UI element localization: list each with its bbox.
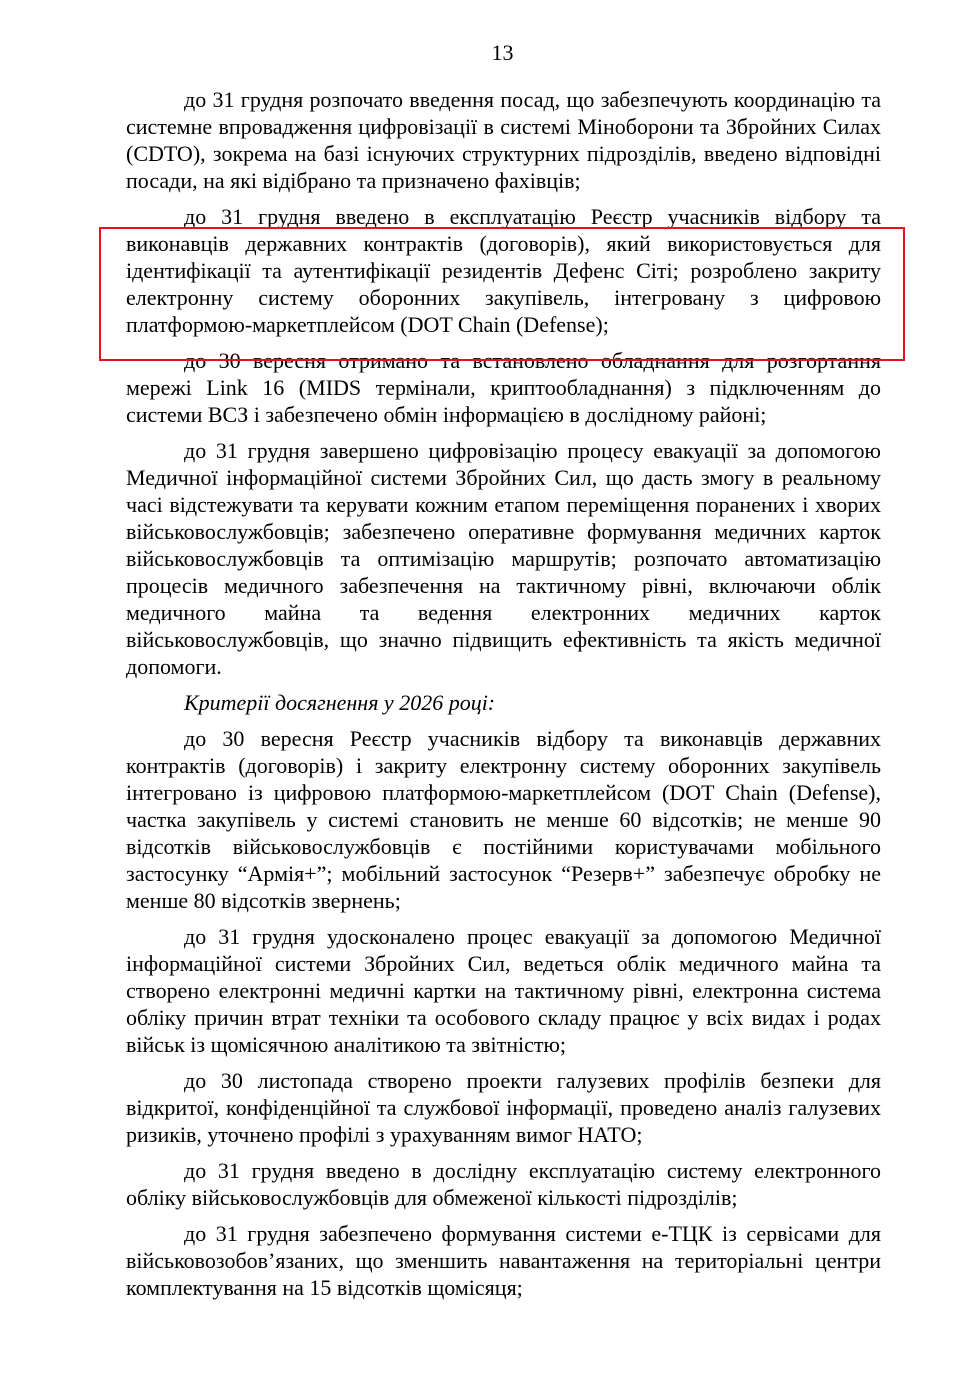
paragraph-personnel-accounting: до 31 грудня введено в дослідну експлуатацію систему електронного обліку військовослужбовців для обмеженої кількості підрозділів; [126,1158,881,1210]
paragraph-medical-improvement: до 31 грудня удосконалено процес евакуації за допомогою Медичної інформаційної системи Збройних Сил, ведеться облік медичного майна та створено електронні медичні картки на тактичному рівні, електронна система обліку причин втрат техніки та особового складу працює у всіх видах і родах військ із щомісячною аналітикою та звітністю; [126,924,881,1057]
paragraph-link16-network: до 30 вересня отримано та встановлено обладнання для розгортання мережі Link 16 (MIDS термінали, криптообладнання) з підключенням до системи ВСЗ і забезпечено обмін інформацією в дослідному районі; [126,348,881,427]
paragraph-cdto-positions: до 31 грудня розпочато введення посад, що забезпечують координацію та системне впровадження цифровізації в системі Міноборони та Збройних Силах (CDTO), зокрема на базі існуючих структурних підрозділів, введено відповідні посади, на які відібрано та призначено фахівців; [126,87,881,193]
page-number: 13 [491,40,514,65]
highlight-box [99,227,905,361]
paragraph-medical-evacuation: до 31 грудня завершено цифровізацію процесу евакуації за допомогою Медичної інформаційної системи Збройних Сил, що дасть змогу в реальному часі відстежувати та керувати кожним етапом переміщення поранених і хворих військовослужбовців; забезпечено оперативне формування медичних карток військовослужбовців та оптимізацію маршрутів; розпочато автоматизацію процесів медичного забезпечення на тактичному рівні, включаючи облік медичного майна та ведення електронних медичних карток військовослужбовців, що значно підвищить ефективність та якість медичної допомоги. [126,438,881,679]
paragraph-registry-procurement: до 31 грудня введено в експлуатацію Реєстр учасників відбору та виконавців державних контрактів (договорів), який використовується для ідентифікації та аутентифікації резидентів Дефенс Сіті; розроблено закриту електронну систему оборонних закупівель, інтегровану з цифровою платформою-маркетплейсом (DOT Chain (Defense); [126,204,881,337]
paragraph-e-tck-system: до 31 грудня забезпечено формування системи е-ТЦК із сервісами для військовозобов’язаних, що зменшить навантаження на територіальні центри комплектування на 15 відсотків щомісяця; [126,1221,881,1300]
paragraph-security-profiles: до 30 листопада створено проекти галузевих профілів безпеки для відкритої, конфіденційної та службової інформації, проведено аналіз галузевих ризиків, уточнено профілі з урахуванням вимог НАТО; [126,1068,881,1147]
section-heading-criteria-2026: Критерії досягнення у 2026 році: [184,690,496,715]
paragraph-registry-integration: до 30 вересня Реєстр учасників відбору та виконавців державних контрактів (договорів) і закриту електронну систему оборонних закупівель інтегровано із цифровою платформою-маркетплейсом (DOT Chain (Defense), частка закупівель у системі становить не менше 60 відсотків; не менше 90 відсотків військовослужбовців є постійними користувачами мобільного застосунку “Армія+”; мобільний застосунок “Резерв+” забезпечує обробку не менше 80 відсотків звернень; [126,726,881,913]
